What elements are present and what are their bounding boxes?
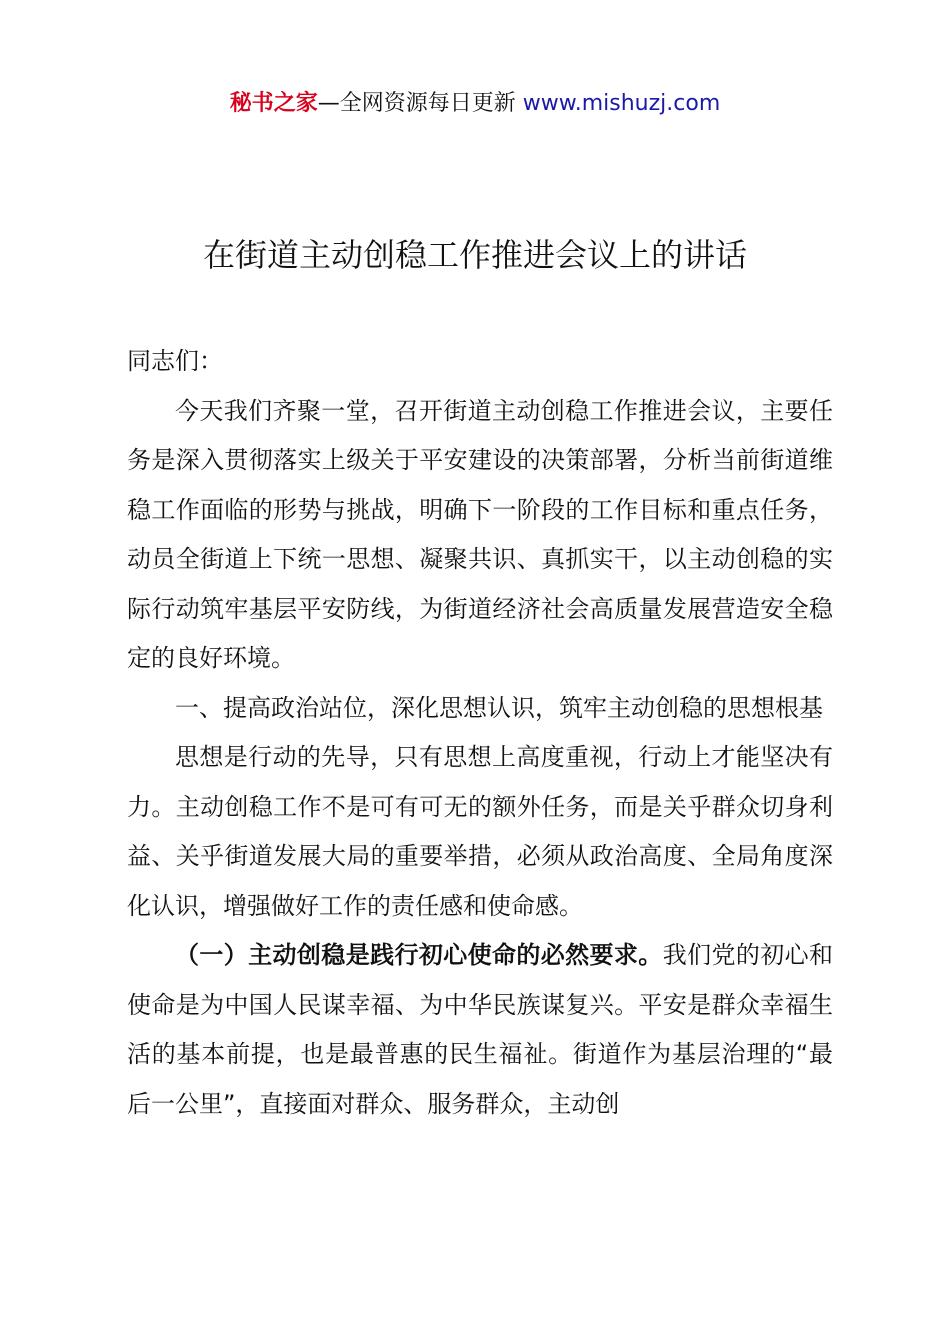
site-url-link[interactable]: www.mishuzj.com (522, 91, 721, 116)
greeting: 同志们： (127, 347, 223, 375)
site-brand: 秘书之家 (229, 91, 318, 116)
document-title: 在街道主动创稳工作推进会议上的讲话 (202, 236, 747, 274)
subsection-body: 我们党的初心和使命是为中国人民谋幸福、为中华民族谋复兴。平安是群众幸福生活的基本前提，也是最普惠的民生福祉。街道作为基层治理的“最后一公里”，直接面对群众、服务群众，主动创 (127, 941, 834, 1118)
section-paragraph: 思想是行动的先导，只有思想上高度重视，行动上才能坚决有力。主动创稳工作不是可有可无的额外任务，而是关乎群众切身利益、关乎街道发展大局的重要举措，必须从政治高度、全局角度深化认识，增强做好工作的责任感和使命感。 (127, 743, 833, 920)
section-heading: 一、提高政治站位，深化思想认识，筑牢主动创稳的思想根基 (175, 693, 823, 722)
site-header (0, 88, 950, 120)
intro-paragraph: 今天我们齐聚一堂，召开街道主动创稳工作推进会议，主要任务是深入贯彻落实上级关于平安建设的决策部署，分析当前街道维稳工作面临的形势与挑战，明确下一阶段的工作目标和重点任务，动员全街道上下统一思想、凝聚共识、真抓实干，以主动创稳的实际行动筑牢基层平安防线，为街道经济社会高质量发展营造安全稳定的良好环境。 (127, 396, 833, 672)
subsection-paragraph (127, 931, 833, 1129)
subsection-heading: （一）主动创稳是践行初心使命的必然要求。 (175, 941, 663, 969)
site-tagline: —全网资源每日更新 (317, 91, 516, 116)
document-body (127, 337, 833, 1129)
